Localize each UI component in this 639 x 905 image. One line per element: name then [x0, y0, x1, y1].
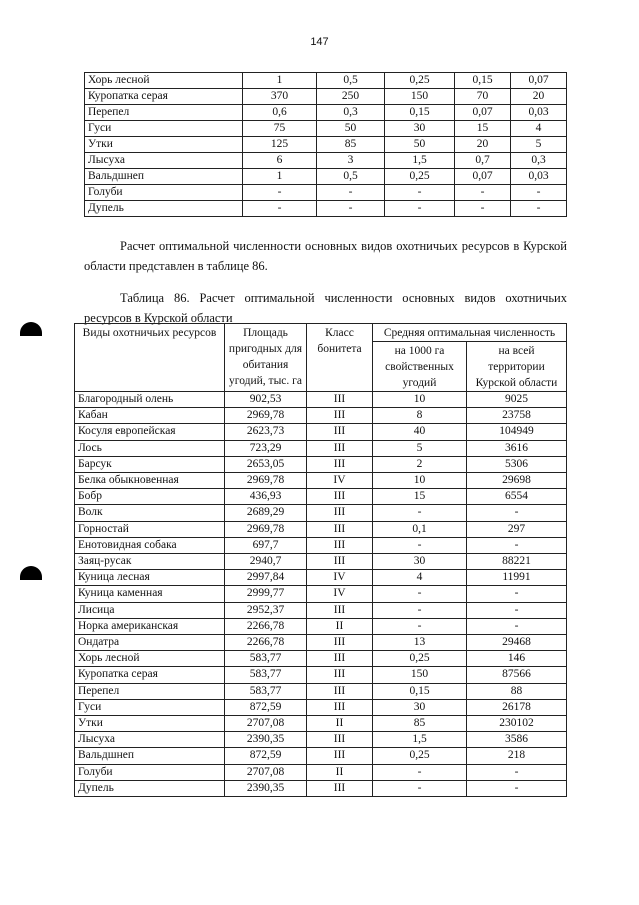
table-row [75, 732, 567, 748]
table-cell: 6 [243, 153, 317, 169]
table-cell: 2707,08 [225, 764, 307, 780]
table-row [75, 424, 567, 440]
table-cell: 3616 [467, 440, 567, 456]
table-cell: 15 [455, 121, 511, 137]
table-cell: 0,07 [455, 169, 511, 185]
table-cell: 0,1 [373, 521, 467, 537]
table-cell: 146 [467, 651, 567, 667]
table-cell: 0,15 [455, 73, 511, 89]
table-cell: 872,59 [225, 699, 307, 715]
table-cell: - [373, 780, 467, 796]
table-cell: - [373, 505, 467, 521]
table-cell: - [455, 185, 511, 201]
table-cell: 0,7 [455, 153, 511, 169]
table-row [75, 635, 567, 651]
table-cell: 1 [243, 169, 317, 185]
table-row [85, 169, 567, 185]
table-cell: 150 [373, 667, 467, 683]
table-cell: 0,15 [385, 105, 455, 121]
table-cell: 0,25 [385, 73, 455, 89]
table-row [75, 683, 567, 699]
table-row [75, 602, 567, 618]
table-row [85, 105, 567, 121]
row-label: Лось [75, 440, 225, 456]
table-row [85, 153, 567, 169]
table-cell: 10 [373, 392, 467, 408]
table-cell: 2689,29 [225, 505, 307, 521]
row-label: Лисица [75, 602, 225, 618]
table-row [75, 586, 567, 602]
table-cell: 902,53 [225, 392, 307, 408]
table-cell: 2969,78 [225, 408, 307, 424]
table-cell: III [307, 780, 373, 796]
row-label: Волк [75, 505, 225, 521]
row-label: Перепел [75, 683, 225, 699]
table-cell: - [243, 201, 317, 217]
table-cell: 0,5 [317, 169, 385, 185]
table-row [75, 554, 567, 570]
table-cell: 0,15 [373, 683, 467, 699]
table-cell: 20 [511, 89, 567, 105]
table-cell: 1,5 [385, 153, 455, 169]
table-cell: III [307, 748, 373, 764]
header-whole-territory: на всей территории Курской области [467, 342, 567, 392]
row-label: Гуси [85, 121, 243, 137]
table-cell: 583,77 [225, 667, 307, 683]
table-cell: 2623,73 [225, 424, 307, 440]
table-cell: - [243, 185, 317, 201]
table-cell: 2390,35 [225, 780, 307, 796]
table-86-body [75, 392, 567, 797]
row-label: Барсук [75, 456, 225, 472]
table-cell: - [385, 201, 455, 217]
table-cell: III [307, 554, 373, 570]
paragraph-text: Расчет оптимальной численности основных видов охотничьих ресурсов в Курской области представлен в таблице 86. [84, 239, 567, 273]
table-row [85, 73, 567, 89]
table-cell: 8 [373, 408, 467, 424]
table-cell: III [307, 683, 373, 699]
row-label: Лысуха [85, 153, 243, 169]
table-cell: III [307, 667, 373, 683]
row-label: Куница лесная [75, 570, 225, 586]
table-cell: 50 [317, 121, 385, 137]
table-row [75, 392, 567, 408]
table-cell: 0,03 [511, 105, 567, 121]
table-cell: III [307, 505, 373, 521]
table-cell: II [307, 716, 373, 732]
header-per-1000-ha: на 1000 га свойственных угодий [373, 342, 467, 392]
row-label: Вальдшнеп [75, 748, 225, 764]
table-cell: 436,93 [225, 489, 307, 505]
table-caption-text: Таблица 86. Расчет оптимальной численности основных видов охотничьих ресурсов в Курской области [84, 291, 567, 325]
table-86 [74, 323, 567, 797]
table-cell: 2266,78 [225, 618, 307, 634]
table-row [75, 618, 567, 634]
table-cell: 87566 [467, 667, 567, 683]
table-cell: 0,3 [511, 153, 567, 169]
table-cell: IV [307, 570, 373, 586]
table-cell: 2266,78 [225, 635, 307, 651]
table-cell: III [307, 699, 373, 715]
table-cell: 297 [467, 521, 567, 537]
table-cell: 2969,78 [225, 473, 307, 489]
table-cell: - [511, 201, 567, 217]
table-cell: 0,25 [373, 748, 467, 764]
table-cell: 50 [385, 137, 455, 153]
table-cell: 0,3 [317, 105, 385, 121]
table-cell: 2997,84 [225, 570, 307, 586]
row-label: Хорь лесной [75, 651, 225, 667]
table-cell: 2 [373, 456, 467, 472]
table-cell: III [307, 602, 373, 618]
table-row [85, 89, 567, 105]
punch-hole-mark [20, 322, 42, 336]
continued-table-body [85, 73, 567, 217]
table-cell: - [467, 505, 567, 521]
header-species: Виды охотничьих ресурсов [75, 324, 225, 392]
table-cell: 0,25 [373, 651, 467, 667]
table-cell: - [373, 618, 467, 634]
table-cell: III [307, 537, 373, 553]
table-cell: III [307, 651, 373, 667]
row-label: Утки [75, 716, 225, 732]
table-cell: 10 [373, 473, 467, 489]
table-caption [84, 288, 567, 328]
row-label: Лысуха [75, 732, 225, 748]
header-area: Площадь пригодных для обитания угодий, тыс. га [225, 324, 307, 392]
table-row [75, 570, 567, 586]
table-cell: III [307, 635, 373, 651]
table-cell: 6554 [467, 489, 567, 505]
table-cell: 0,03 [511, 169, 567, 185]
table-cell: III [307, 440, 373, 456]
table-cell: - [317, 185, 385, 201]
table-row [85, 137, 567, 153]
table-row [85, 185, 567, 201]
row-label: Ондатра [75, 635, 225, 651]
table-cell: 85 [317, 137, 385, 153]
table-cell: III [307, 424, 373, 440]
table-row [75, 716, 567, 732]
row-label: Бобр [75, 489, 225, 505]
table-cell: IV [307, 586, 373, 602]
row-label: Горностай [75, 521, 225, 537]
table-cell: 29698 [467, 473, 567, 489]
table-cell: 230102 [467, 716, 567, 732]
table-cell: 250 [317, 89, 385, 105]
table-cell: 0,25 [385, 169, 455, 185]
table-cell: 583,77 [225, 651, 307, 667]
table-cell: 88 [467, 683, 567, 699]
table-cell: 88221 [467, 554, 567, 570]
row-label: Дупель [85, 201, 243, 217]
table-cell: - [467, 586, 567, 602]
table-cell: 20 [455, 137, 511, 153]
row-label: Норка американская [75, 618, 225, 634]
punch-hole-mark [20, 566, 42, 580]
table-cell: III [307, 456, 373, 472]
table-cell: 1,5 [373, 732, 467, 748]
row-label: Дупель [75, 780, 225, 796]
table-cell: 5 [373, 440, 467, 456]
table-cell: 0,07 [455, 105, 511, 121]
table-row [85, 121, 567, 137]
table-cell: 85 [373, 716, 467, 732]
table-cell: 583,77 [225, 683, 307, 699]
table-cell: - [455, 201, 511, 217]
body-paragraph [84, 236, 567, 276]
table-cell: 0,5 [317, 73, 385, 89]
table-cell: II [307, 764, 373, 780]
table-cell: - [467, 602, 567, 618]
table-cell: 4 [511, 121, 567, 137]
table-cell: 0,6 [243, 105, 317, 121]
row-label: Куропатка серая [85, 89, 243, 105]
table-row [75, 699, 567, 715]
table-cell: 2969,78 [225, 521, 307, 537]
table-cell: 125 [243, 137, 317, 153]
table-cell: 15 [373, 489, 467, 505]
row-label: Гуси [75, 699, 225, 715]
table-cell: 29468 [467, 635, 567, 651]
table-cell: 2940,7 [225, 554, 307, 570]
table-cell: 13 [373, 635, 467, 651]
row-label: Куропатка серая [75, 667, 225, 683]
table-cell: IV [307, 473, 373, 489]
table-cell: 23758 [467, 408, 567, 424]
table-cell: 2390,35 [225, 732, 307, 748]
table-row [75, 764, 567, 780]
table-cell: - [373, 586, 467, 602]
row-label: Перепел [85, 105, 243, 121]
header-class: Класс бонитета [307, 324, 373, 392]
table-cell: - [373, 764, 467, 780]
table-cell: 0,07 [511, 73, 567, 89]
table-cell: 723,29 [225, 440, 307, 456]
row-label: Белка обыкновенная [75, 473, 225, 489]
table-row [75, 473, 567, 489]
table-cell: - [373, 602, 467, 618]
row-label: Косуля европейская [75, 424, 225, 440]
table-cell: 30 [373, 554, 467, 570]
table-row [75, 521, 567, 537]
table-cell: - [373, 537, 467, 553]
table-row [75, 748, 567, 764]
header-average-optimal: Средняя оптимальная численность [373, 324, 567, 342]
row-label: Вальдшнеп [85, 169, 243, 185]
table-cell: 3586 [467, 732, 567, 748]
table-row [75, 440, 567, 456]
table-row [75, 408, 567, 424]
table-cell: 4 [373, 570, 467, 586]
table-row [75, 780, 567, 796]
row-label: Голуби [85, 185, 243, 201]
table-cell: 150 [385, 89, 455, 105]
table-cell: - [467, 537, 567, 553]
table-cell: 104949 [467, 424, 567, 440]
table-cell: 70 [455, 89, 511, 105]
table-cell: - [467, 764, 567, 780]
page-number: 147 [310, 36, 329, 48]
table-cell: 5306 [467, 456, 567, 472]
table-cell: 75 [243, 121, 317, 137]
table-row [75, 651, 567, 667]
row-label: Кабан [75, 408, 225, 424]
row-label: Куница каменная [75, 586, 225, 602]
table-cell: 30 [373, 699, 467, 715]
table-cell: - [511, 185, 567, 201]
row-label: Благородный олень [75, 392, 225, 408]
table-cell: III [307, 521, 373, 537]
row-label: Енотовидная собака [75, 537, 225, 553]
row-label: Утки [85, 137, 243, 153]
table-row [85, 201, 567, 217]
table-row [75, 489, 567, 505]
table-cell: 26178 [467, 699, 567, 715]
table-cell: II [307, 618, 373, 634]
table-row [75, 667, 567, 683]
table-cell: III [307, 489, 373, 505]
table-cell: 3 [317, 153, 385, 169]
table-cell: - [385, 185, 455, 201]
table-cell: III [307, 392, 373, 408]
table-cell: 2999,77 [225, 586, 307, 602]
table-row [75, 456, 567, 472]
table-cell: 5 [511, 137, 567, 153]
table-cell: 40 [373, 424, 467, 440]
table-cell: - [467, 780, 567, 796]
table-cell: 697,7 [225, 537, 307, 553]
table-cell: 218 [467, 748, 567, 764]
row-label: Хорь лесной [85, 73, 243, 89]
table-cell: 2952,37 [225, 602, 307, 618]
table-cell: - [467, 618, 567, 634]
table-cell: - [317, 201, 385, 217]
table-cell: 9025 [467, 392, 567, 408]
table-cell: 1 [243, 73, 317, 89]
table-cell: 2653,05 [225, 456, 307, 472]
table-cell: 370 [243, 89, 317, 105]
row-label: Заяц-русак [75, 554, 225, 570]
continued-table [84, 72, 567, 217]
table-cell: 2707,08 [225, 716, 307, 732]
table-cell: 872,59 [225, 748, 307, 764]
table-row [75, 505, 567, 521]
table-cell: 30 [385, 121, 455, 137]
table-cell: 11991 [467, 570, 567, 586]
table-cell: III [307, 408, 373, 424]
table-row [75, 537, 567, 553]
table-cell: III [307, 732, 373, 748]
row-label: Голуби [75, 764, 225, 780]
